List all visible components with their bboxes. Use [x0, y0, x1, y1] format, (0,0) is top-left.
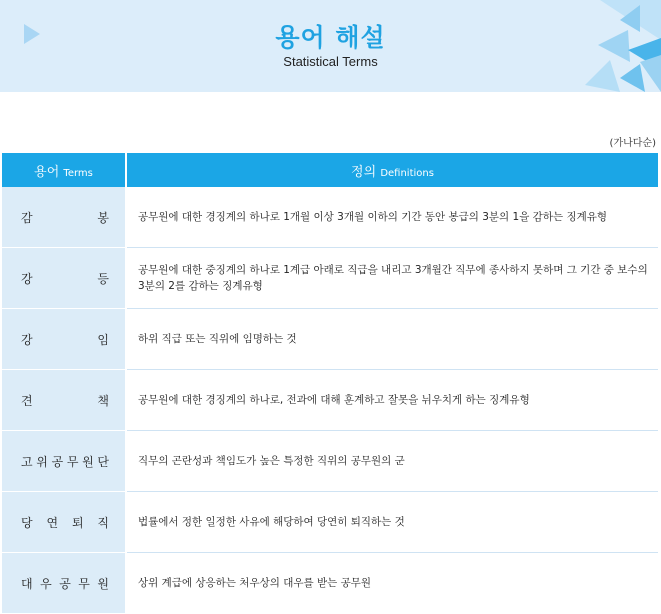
- page-subtitle: Statistical Terms: [283, 54, 378, 69]
- table-row: [2, 431, 658, 492]
- definition-cell: 직무의 곤란성과 책임도가 높은 특정한 직위의 공무원의 군: [126, 431, 658, 492]
- table-row: [2, 309, 658, 370]
- term-char: 직: [97, 515, 109, 530]
- term-char: 공: [51, 454, 64, 469]
- term-cell: [2, 370, 126, 431]
- term-text: [2, 575, 125, 592]
- term-char: 무: [66, 454, 79, 469]
- term-char: 임: [97, 332, 109, 347]
- term-char: 퇴: [71, 515, 84, 530]
- term-char: 고: [21, 454, 33, 469]
- header-definition: [126, 153, 658, 187]
- term-char: 견: [21, 393, 33, 408]
- term-text: [2, 270, 125, 287]
- term-char: 우: [40, 576, 52, 591]
- definition-cell: 법률에서 정한 일정한 사유에 해당하여 당연히 퇴직하는 것: [126, 492, 658, 553]
- sort-order-note: (가나다순): [609, 138, 656, 149]
- term-char: 대: [21, 576, 33, 591]
- term-text: [2, 453, 125, 470]
- table-row: [2, 187, 658, 248]
- table-row: [2, 248, 658, 309]
- term-text: [2, 209, 125, 226]
- term-char: 책: [97, 393, 109, 408]
- definition-cell: 상위 계급에 상응하는 처우상의 대우를 받는 공무원: [126, 553, 658, 614]
- header-term: [2, 153, 126, 187]
- header-term-ko: 용어: [34, 164, 60, 180]
- term-char: 무: [78, 576, 90, 591]
- term-char: 원: [82, 454, 94, 469]
- table-row: [2, 370, 658, 431]
- term-text: [2, 392, 125, 409]
- header-def-ko: 정의: [351, 164, 377, 180]
- term-char: 단: [97, 454, 109, 469]
- term-char: 강: [21, 332, 33, 347]
- term-char: 원: [97, 576, 109, 591]
- table-header-row: [2, 153, 658, 187]
- term-text: [2, 514, 125, 531]
- term-cell: [2, 431, 126, 492]
- term-cell: [2, 187, 126, 248]
- term-cell: [2, 248, 126, 309]
- term-cell: [2, 309, 126, 370]
- table-row: [2, 553, 658, 614]
- page-title: 용어 해설: [275, 23, 386, 52]
- table-row: [2, 492, 658, 553]
- term-char: 감: [21, 210, 33, 225]
- header-banner: [0, 0, 661, 92]
- term-char: 봉: [97, 210, 109, 225]
- header-term-en: Terms: [63, 167, 93, 179]
- term-cell: [2, 553, 126, 614]
- definition-cell: 공무원에 대한 경징계의 하나로, 전과에 대해 훈계하고 잘못을 뉘우치게 하는 징계유형: [126, 370, 658, 431]
- definition-cell: 공무원에 대한 중징계의 하나로 1계급 아래로 직급을 내리고 3개월간 직무에 종사하지 못하며 그 기간 중 보수의 3분의 2를 감하는 징계유형: [126, 248, 658, 309]
- term-text: [2, 331, 125, 348]
- term-char: 공: [59, 576, 71, 591]
- definition-cell: 하위 직급 또는 직위에 임명하는 것: [126, 309, 658, 370]
- term-char: 강: [21, 271, 33, 286]
- term-char: 연: [46, 515, 59, 530]
- terms-table: [2, 153, 658, 614]
- term-char: 등: [97, 271, 109, 286]
- term-char: 당: [21, 515, 33, 530]
- term-cell: [2, 492, 126, 553]
- term-char: 위: [36, 454, 48, 469]
- header-def-en: Definitions: [380, 167, 434, 179]
- definition-cell: 공무원에 대한 경징계의 하나로 1개월 이상 3개월 이하의 기간 동안 봉급의 3분의 1을 감하는 징계유형: [126, 187, 658, 248]
